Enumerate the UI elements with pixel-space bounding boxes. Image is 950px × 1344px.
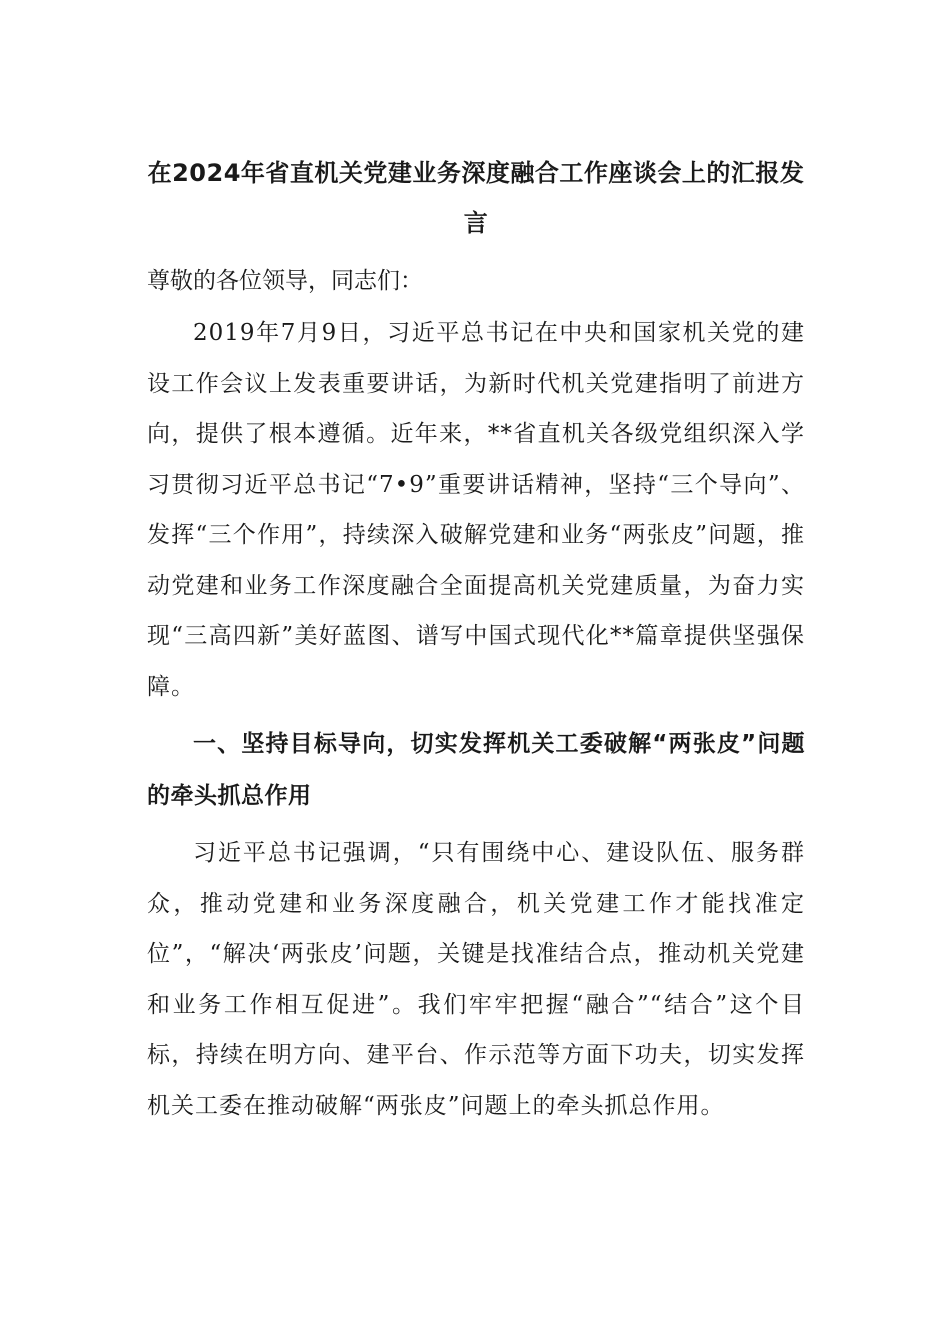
- salutation: 尊敬的各位领导，同志们：: [147, 268, 423, 294]
- section-paragraph: 习近平总书记强调，“只有围绕中心、建设队伍、服务群众，推动党建和业务深度融合，机关党建工作才能找准定位”，“解决‘两张皮’问题，关键是找准结合点，推动机关党建和业务工作相互促进”。我们牢牢把握“融合”“结合”这个目标，持续在明方向、建平台、作示范等方面下功夫，切实发挥机关工委在推动破解“两张皮”问题上的牵头抓总作用。: [147, 840, 805, 1119]
- document-page: [147, 148, 805, 1131]
- section-heading: 一、坚持目标导向，切实发挥机关工委破解“两张皮”问题的牵头抓总作用: [147, 731, 805, 809]
- document-title: 在2024年省直机关党建业务深度融合工作座谈会上的汇报发言: [147, 159, 805, 237]
- intro-paragraph: 2019年7月9日，习近平总书记在中央和国家机关党的建设工作会议上发表重要讲话，为新时代机关党建指明了前进方向，提供了根本遵循。近年来，**省直机关各级党组织深入学习贯彻习近平总书记“7•9”重要讲话精神，坚持“三个导向”、发挥“三个作用”，持续深入破解党建和业务“两张皮”问题，推动党建和业务工作深度融合全面提高机关党建质量，为奋力实现“三高四新”美好蓝图、谱写中国式现代化**篇章提供坚强保障。: [147, 320, 805, 700]
